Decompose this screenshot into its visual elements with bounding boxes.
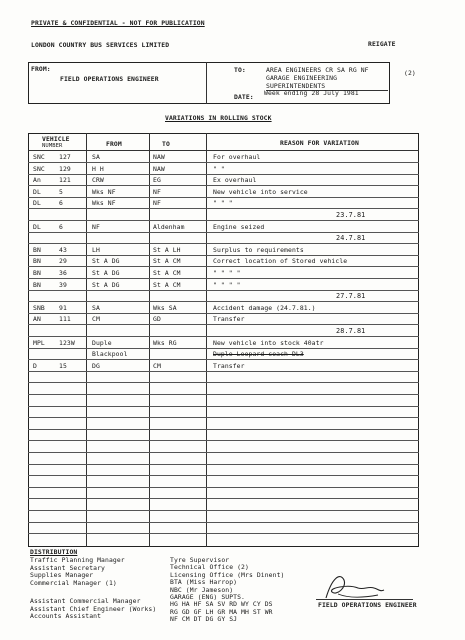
distribution-item: Technical Office (2)	[170, 563, 249, 572]
cell-reason: Transfer	[213, 315, 245, 324]
cell-pre: MPL	[33, 338, 45, 347]
cell-from: LH	[92, 245, 100, 254]
cell-from: St A DG	[92, 269, 120, 277]
to-line-3: SUPERINTENDENTS	[266, 82, 326, 90]
cell-num: 6	[59, 199, 63, 208]
col-divider-2	[149, 133, 150, 547]
signature-line	[316, 599, 413, 600]
table-rule	[28, 522, 419, 523]
distribution-item: NF CM DT DG GY SJ	[170, 615, 238, 624]
header-underline	[28, 150, 419, 151]
cell-reason: Duple Leopard coach DL3	[213, 350, 304, 359]
header-number: NUMBER	[42, 143, 63, 149]
col-divider-1	[86, 133, 87, 547]
table-rule	[28, 429, 419, 430]
table-rule	[28, 510, 419, 511]
from-value: FIELD OPERATIONS ENGINEER	[60, 75, 159, 83]
table-rule	[28, 255, 419, 256]
cell-reason: For overhaul	[213, 153, 261, 161]
cell-reason: " " " "	[213, 269, 241, 277]
signature-title: FIELD OPERATIONS ENGINEER	[318, 601, 417, 609]
cell-reason: " " " "	[213, 280, 241, 289]
cell-to: Wks RG	[153, 338, 177, 347]
cell-date: 27.7.81	[336, 292, 366, 301]
cell-to: St A CM	[153, 269, 181, 277]
cell-reason: New vehicle into stock 40atr	[213, 338, 324, 347]
cell-pre: AN	[33, 315, 41, 324]
date-value: Week ending 28 July 1981	[264, 89, 359, 97]
distribution-item: Tyre Supervisor	[170, 556, 230, 564]
cell-from: St A DG	[92, 280, 120, 289]
distribution-item: NBC (Mr Jameson)	[170, 585, 234, 594]
cell-pre: SNC	[33, 153, 45, 161]
distribution-item: Supplies Manager	[30, 571, 94, 580]
cell-to: NF	[153, 187, 161, 196]
table-rule	[28, 313, 419, 314]
cell-num: 121	[59, 176, 71, 185]
table-rule	[28, 417, 419, 418]
table-rule	[28, 464, 419, 465]
cell-pre: BN	[33, 269, 41, 277]
cell-pre: D	[33, 361, 37, 370]
cell-num: 5	[59, 187, 63, 196]
cell-num: 91	[59, 303, 67, 312]
cell-num: 29	[59, 257, 67, 266]
table-rule	[28, 301, 419, 302]
distribution-item: HG HA HF SA SV RD WY CY DS	[170, 600, 273, 609]
cell-from: SA	[92, 153, 100, 161]
header-vehicle: VEHICLE	[42, 135, 70, 143]
cell-reason: Transfer	[213, 361, 245, 370]
cell-from: Wks NF	[92, 199, 116, 208]
cell-from: St A DG	[92, 257, 120, 266]
cell-num: 127	[59, 153, 71, 161]
cell-num: 39	[59, 280, 67, 289]
cell-to: NF	[153, 199, 161, 208]
table-rule	[28, 348, 419, 349]
to-line-2: GARAGE ENGINEERING	[266, 74, 338, 82]
cell-reason: New vehicle into service	[213, 187, 308, 196]
table-rule	[28, 359, 419, 360]
header-reason: REASON FOR VARIATION	[280, 139, 359, 147]
cell-num: 6	[59, 222, 63, 231]
cell-from: Wks NF	[92, 187, 116, 196]
location: REIGATE	[368, 40, 396, 48]
cell-pre: DL	[33, 187, 41, 196]
distribution-item: Assistant Chief Engineer (Works)	[30, 604, 157, 613]
distribution-item: Assistant Secretary	[30, 563, 106, 572]
cell-pre: BN	[33, 280, 41, 289]
table-rule	[28, 220, 419, 221]
distribution-item: RG GD GF LH GR MA MH ST WR	[170, 607, 273, 616]
cell-num: 15	[59, 361, 67, 370]
memo-divider	[206, 62, 207, 104]
distribution-item: GARAGE (ENG) SUPTS.	[170, 593, 246, 601]
company-name: LONDON COUNTRY BUS SERVICES LIMITED	[31, 41, 170, 49]
cell-to: NAW	[153, 153, 165, 161]
table-rule	[28, 208, 419, 209]
cell-from: SA	[92, 303, 100, 312]
cell-reason: Correct location of Stored vehicle	[213, 257, 348, 266]
cell-from: CRW	[92, 176, 104, 185]
distribution-title: DISTRIBUTION	[30, 548, 78, 556]
cell-num: 123W	[59, 338, 75, 347]
to-label: TO:	[234, 66, 246, 74]
cell-reason: Ex overhaul	[213, 176, 257, 185]
cell-pre: DL	[33, 222, 41, 231]
table-rule	[28, 452, 419, 453]
cell-pre: SNC	[33, 164, 45, 173]
cell-pre: SNB	[33, 303, 45, 312]
cell-to: Wks SA	[153, 303, 177, 312]
from-label: FROM:	[31, 65, 51, 73]
cell-reason: Accident damage (24.7.81.)	[213, 303, 316, 312]
cell-from: Duple	[92, 338, 112, 347]
cell-to: St A LH	[153, 245, 181, 254]
header-from: FROM	[106, 140, 122, 148]
cell-to: St A CM	[153, 280, 181, 289]
page-number: (2)	[404, 69, 416, 77]
table-rule	[28, 371, 419, 372]
distribution-item: Licensing Office (Mrs Dinent)	[170, 570, 285, 579]
cell-to: NAW	[153, 164, 165, 173]
cell-reason: " " "	[213, 199, 233, 208]
table-rule	[28, 290, 419, 291]
cell-from: CM	[92, 315, 100, 324]
table-rule	[28, 487, 419, 488]
table-rule	[28, 174, 419, 175]
cell-to: GD	[153, 315, 161, 324]
cell-to: Aldenham	[153, 222, 185, 231]
table-rule	[28, 475, 419, 476]
table-rule	[28, 336, 419, 337]
to-line-1: AREA ENGINEERS CR SA RG NF	[266, 66, 369, 74]
table-rule	[28, 232, 419, 233]
table-rule	[28, 278, 419, 279]
table-rule	[28, 243, 419, 244]
cell-from: H H	[92, 164, 104, 173]
distribution-item: Traffic Planning Manager	[30, 556, 125, 564]
distribution-item: Assistant Commercial Manager	[30, 597, 141, 605]
cell-from: Blackpool	[92, 350, 128, 359]
cell-num: 43	[59, 245, 67, 254]
cell-from: DG	[92, 361, 100, 370]
document-title: VARIATIONS IN ROLLING STOCK	[165, 114, 272, 122]
header-to: TO	[162, 140, 170, 148]
col-divider-3	[206, 133, 207, 547]
cell-date: 28.7.81	[336, 327, 366, 335]
cell-pre: DL	[33, 199, 41, 208]
distribution-item: BTA (Miss Harrop)	[170, 578, 238, 587]
table-rule	[28, 324, 419, 325]
cell-reason: " "	[213, 164, 225, 173]
table-rule	[28, 533, 419, 534]
cell-date: 23.7.81	[336, 211, 366, 219]
distribution-item: Accounts Assistant	[30, 612, 102, 621]
confidential-notice: PRIVATE & CONFIDENTIAL - NOT FOR PUBLICATION	[31, 19, 205, 27]
cell-to: CM	[153, 361, 161, 370]
table-rule	[28, 382, 419, 383]
table-rule	[28, 394, 419, 395]
table-rule	[28, 197, 419, 198]
cell-reason: Surplus to requirements	[213, 245, 304, 254]
cell-to: EG	[153, 176, 161, 185]
cell-pre: An	[33, 176, 41, 185]
cell-num: 129	[59, 164, 71, 173]
table-rule	[28, 185, 419, 186]
cell-to: St A CM	[153, 257, 181, 266]
date-label: DATE:	[234, 93, 254, 101]
cell-pre: BN	[33, 257, 41, 266]
table-rule	[28, 498, 419, 499]
cell-pre: BN	[33, 245, 41, 254]
table-rule	[28, 440, 419, 441]
cell-from: NF	[92, 222, 100, 231]
distribution-item: Commercial Manager (1)	[30, 578, 117, 587]
cell-num: 111	[59, 315, 71, 324]
cell-reason: Engine seized	[213, 222, 265, 231]
table-rule	[28, 266, 419, 267]
table-rule	[28, 162, 419, 163]
cell-date: 24.7.81	[336, 234, 366, 243]
table-rule	[28, 406, 419, 407]
cell-num: 36	[59, 269, 67, 277]
